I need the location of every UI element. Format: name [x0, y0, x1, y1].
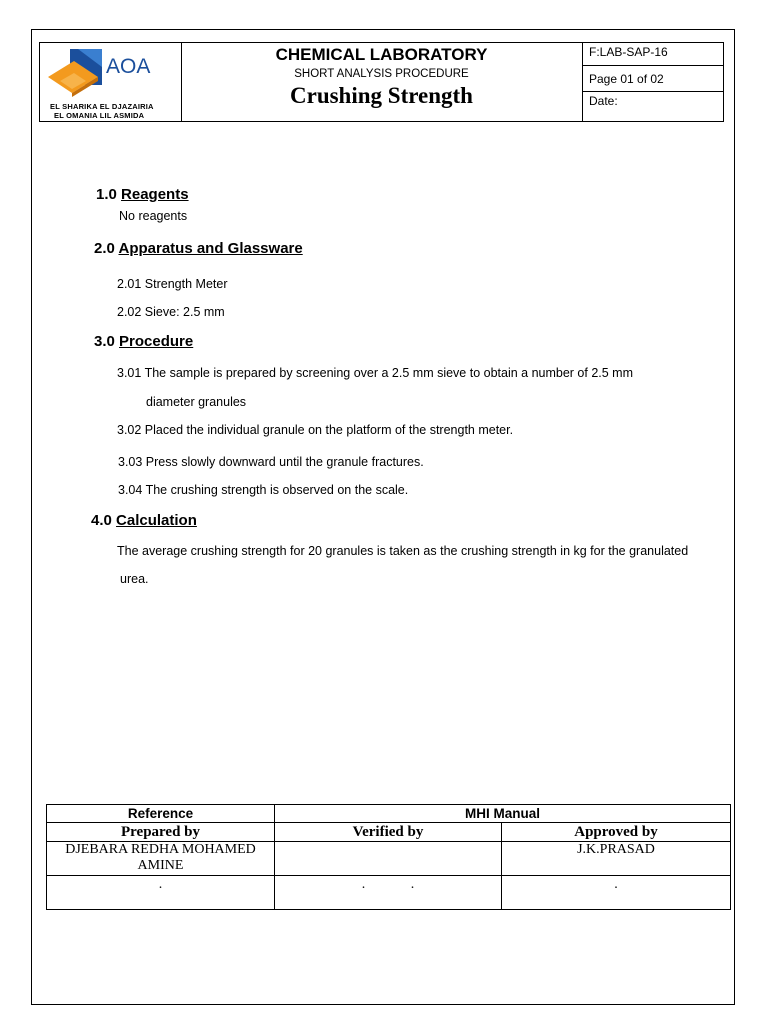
apparatus-item: 2.01 Strength Meter — [117, 277, 228, 291]
lab-title: CHEMICAL LABORATORY — [275, 45, 488, 64]
approved-by-signature: . — [502, 876, 731, 910]
section-title: Procedure — [119, 333, 194, 350]
prepared-by-label: Prepared by — [47, 823, 275, 842]
names-row — [47, 842, 731, 876]
logo-company-line2: EL OMANIA LIL ASMIDA — [54, 111, 145, 120]
logo-brand-text: AOA — [106, 55, 151, 78]
reference-label: Reference — [47, 805, 275, 823]
prepared-by-name: DJEBARA REDHA MOHAMED AMINE — [47, 842, 275, 876]
approved-by-label: Approved by — [502, 823, 731, 842]
procedure-step-4: 3.04 The crushing strength is observed on the scale. — [118, 483, 409, 497]
verified-by-name — [275, 842, 502, 876]
calculation-text: The average crushing strength for 20 granules is taken as the crushing strength in kg for the granulated — [117, 544, 689, 558]
section-reagents-heading — [96, 186, 189, 203]
procedure-title: Crushing Strength — [290, 83, 473, 108]
header-title-cell — [181, 43, 583, 121]
prepared-by-signature: . — [47, 876, 275, 910]
section-number: 2.0 — [94, 240, 115, 257]
section-number: 4.0 — [91, 512, 112, 529]
section-number: 1.0 — [96, 186, 117, 203]
roles-row — [47, 823, 731, 842]
document-header — [39, 42, 724, 122]
procedure-step-1: 3.01 The sample is prepared by screening over a 2.5 mm sieve to obtain a number of 2.5 mm — [117, 366, 634, 380]
procedure-step-1-cont: diameter granules — [146, 395, 247, 409]
section-title: Reagents — [121, 186, 189, 203]
lab-subtitle: SHORT ANALYSIS PROCEDURE — [294, 68, 469, 80]
calculation-text-cont: urea. — [120, 572, 149, 586]
date-label: Date: — [589, 94, 618, 108]
procedure-step-3: 3.03 Press slowly downward until the granule fractures. — [118, 455, 424, 469]
section-title: Apparatus and Glassware — [118, 240, 303, 257]
signatures-row — [47, 876, 731, 910]
section-procedure-heading — [94, 333, 193, 350]
reagents-text: No reagents — [119, 209, 188, 223]
section-apparatus-heading — [94, 240, 303, 257]
apparatus-item: 2.02 Sieve: 2.5 mm — [117, 305, 225, 319]
reference-value: MHI Manual — [275, 805, 731, 823]
verified-by-label: Verified by — [275, 823, 502, 842]
aoa-logo-icon — [48, 47, 108, 99]
procedure-step-2: 3.02 Placed the individual granule on the platform of the strength meter. — [117, 423, 514, 437]
logo-company-line1: EL SHARIKA EL DJAZAIRIA — [50, 102, 154, 111]
approved-by-name: J.K.PRASAD — [502, 842, 731, 876]
verified-by-signature: . . — [275, 876, 502, 910]
section-calculation-heading — [91, 512, 197, 529]
doc-code: F:LAB-SAP-16 — [583, 43, 723, 66]
page-number: Page 01 of 02 — [583, 66, 723, 92]
header-meta-cell — [583, 43, 723, 121]
reference-row — [47, 805, 731, 823]
approval-table — [46, 804, 731, 910]
company-logo — [40, 43, 182, 121]
section-title: Calculation — [116, 512, 197, 529]
section-number: 3.0 — [94, 333, 115, 350]
